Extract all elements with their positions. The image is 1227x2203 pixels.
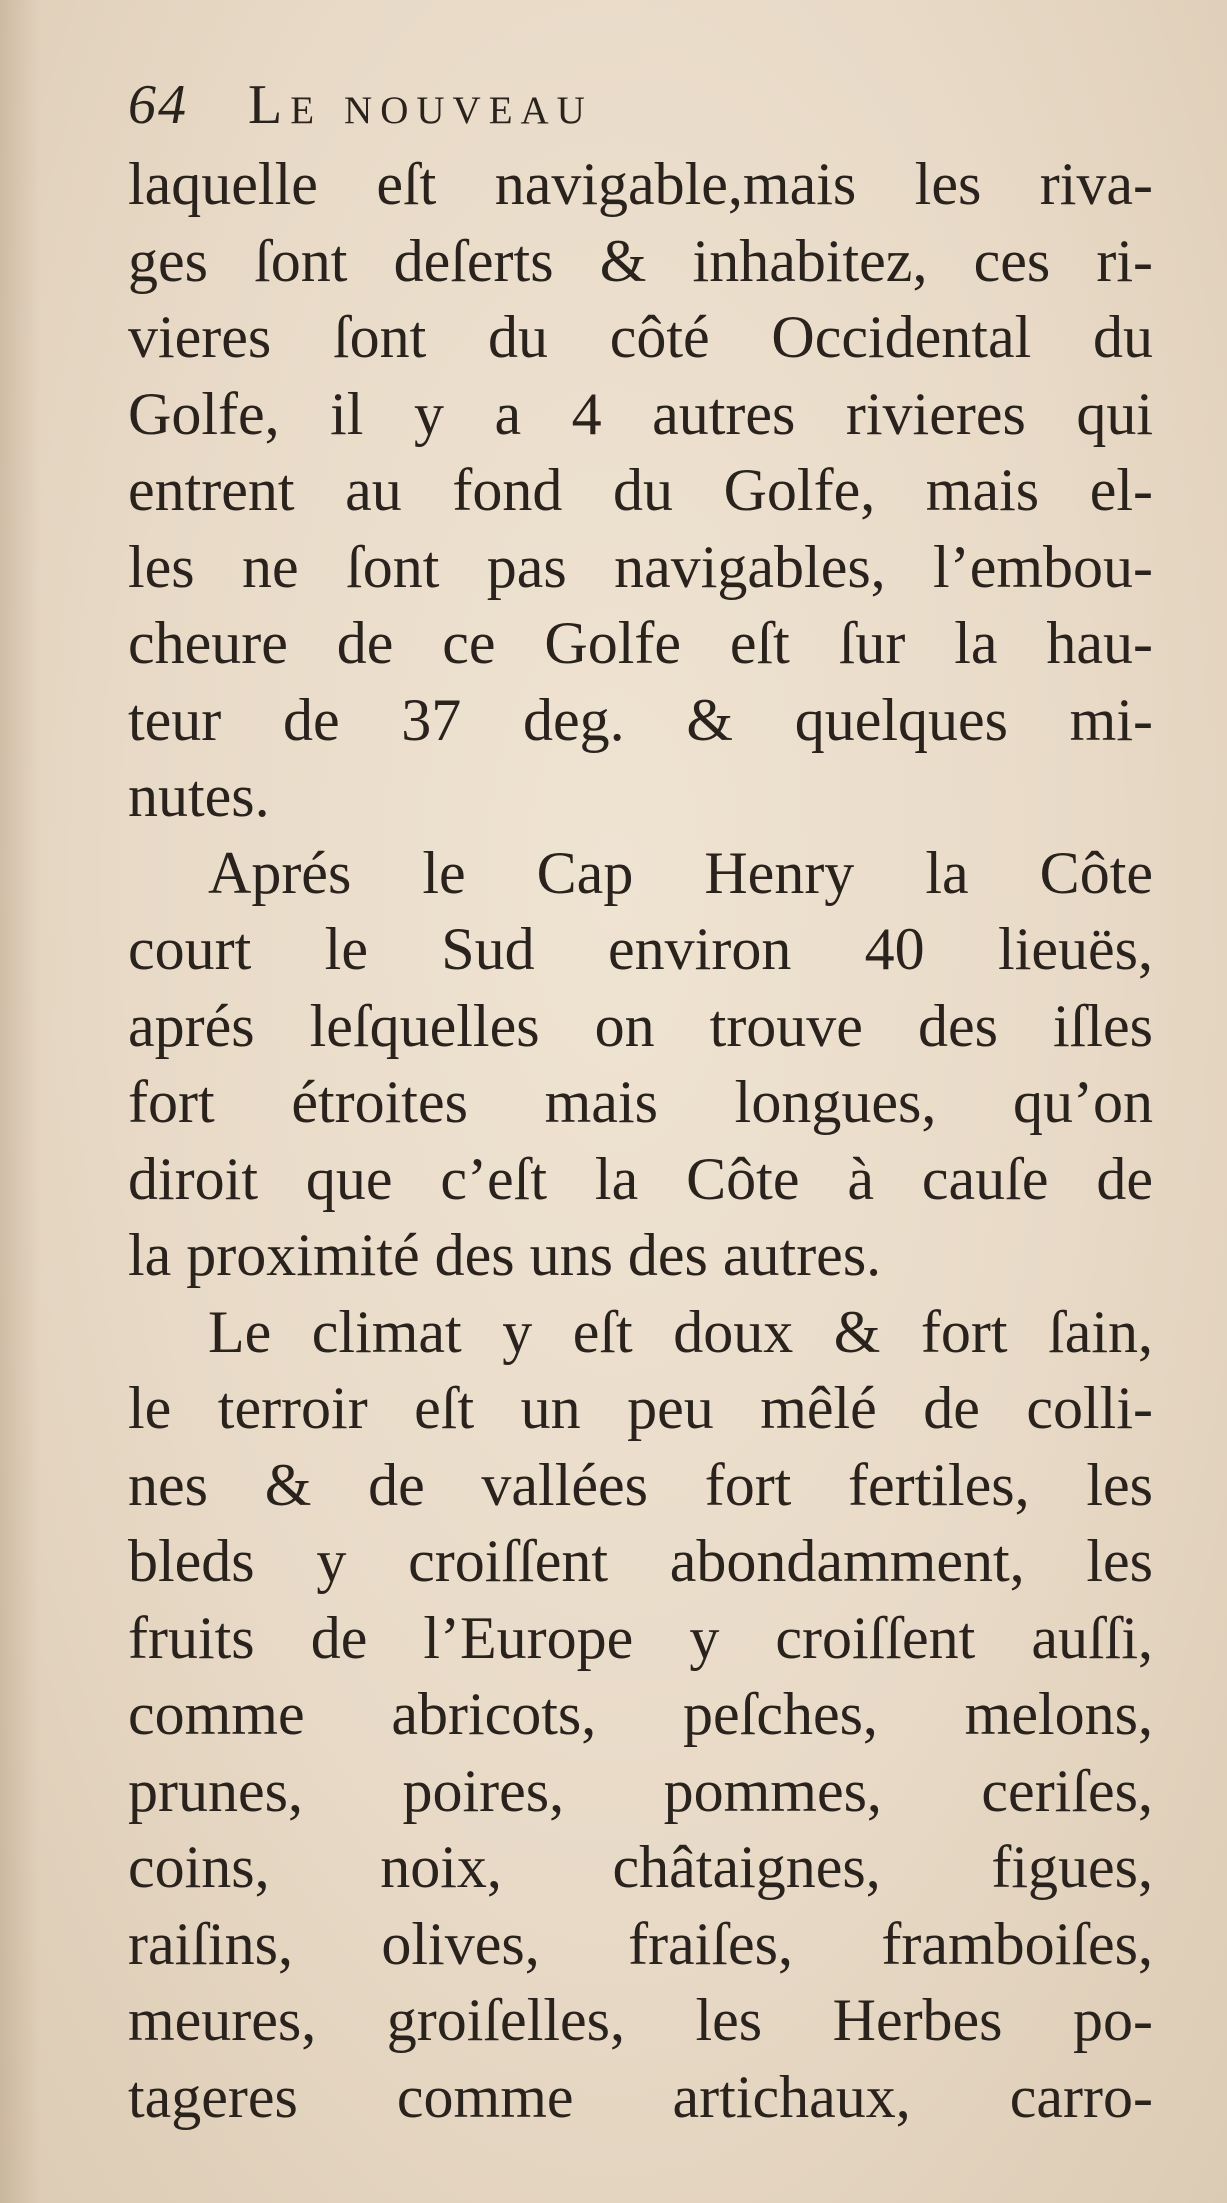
text-line: prunes, poires, pommes, ceriſes, — [128, 1757, 1153, 1824]
text-line: comme abricots, peſches, melons, — [128, 1681, 1153, 1747]
page-header — [128, 64, 1168, 146]
text-line: le terroir eſt un peu mêlé de colli- — [128, 1375, 1153, 1441]
text-line: ges ſont deſerts & inhabitez, ces ri- — [128, 227, 1153, 294]
text-line: laquelle eſt navigable,mais les riva- — [128, 151, 1153, 217]
text-line: teur de 37 deg. & quelques mi- — [128, 686, 1153, 753]
text-line: nutes. — [128, 763, 270, 829]
page-number: 64 — [128, 74, 188, 136]
page-gutter-shadow — [0, 0, 40, 2203]
text-line: aprés leſquelles on trouve des iſles — [128, 992, 1153, 1059]
text-line: diroit que c’eſt la Côte à cauſe de — [128, 1145, 1153, 1212]
paragraph-start-line: Le climat y eſt doux & fort ſain, — [208, 1298, 1153, 1365]
text-line: raiſins, olives, fraiſes, framboiſes, — [128, 1910, 1153, 1977]
text-line: tageres comme artichaux, carro- — [128, 2063, 1153, 2130]
text-line: coins, noix, châtaignes, figues, — [128, 1834, 1153, 1900]
text-line: court le Sud environ 40 lieuës, — [128, 916, 1153, 982]
text-line: nes & de vallées fort fertiles, les — [128, 1451, 1153, 1518]
text-line: bleds y croiſſent abondamment, les — [128, 1528, 1153, 1594]
paragraph-start-line: Aprés le Cap Henry la Côte — [208, 839, 1153, 906]
text-line: les ne ſont pas navigables, l’embou- — [128, 533, 1153, 600]
running-head: Le nouveau — [248, 74, 593, 136]
text-line: Golfe, il y a 4 autres rivieres qui — [128, 380, 1153, 447]
text-line: vieres ſont du côté Occidental du — [128, 304, 1153, 370]
text-line: la proximité des uns des autres. — [128, 1222, 882, 1288]
text-line: entrent au fond du Golfe, mais el- — [128, 457, 1153, 523]
page-text — [128, 64, 1168, 2135]
text-line: fruits de l’Europe y croiſſent auſſi, — [128, 1604, 1153, 1671]
text-line: meures, groiſelles, les Herbes po- — [128, 1987, 1153, 2053]
text-line: cheure de ce Golfe eſt ſur la hau- — [128, 610, 1153, 676]
text-line: fort étroites mais longues, qu’on — [128, 1069, 1153, 1135]
